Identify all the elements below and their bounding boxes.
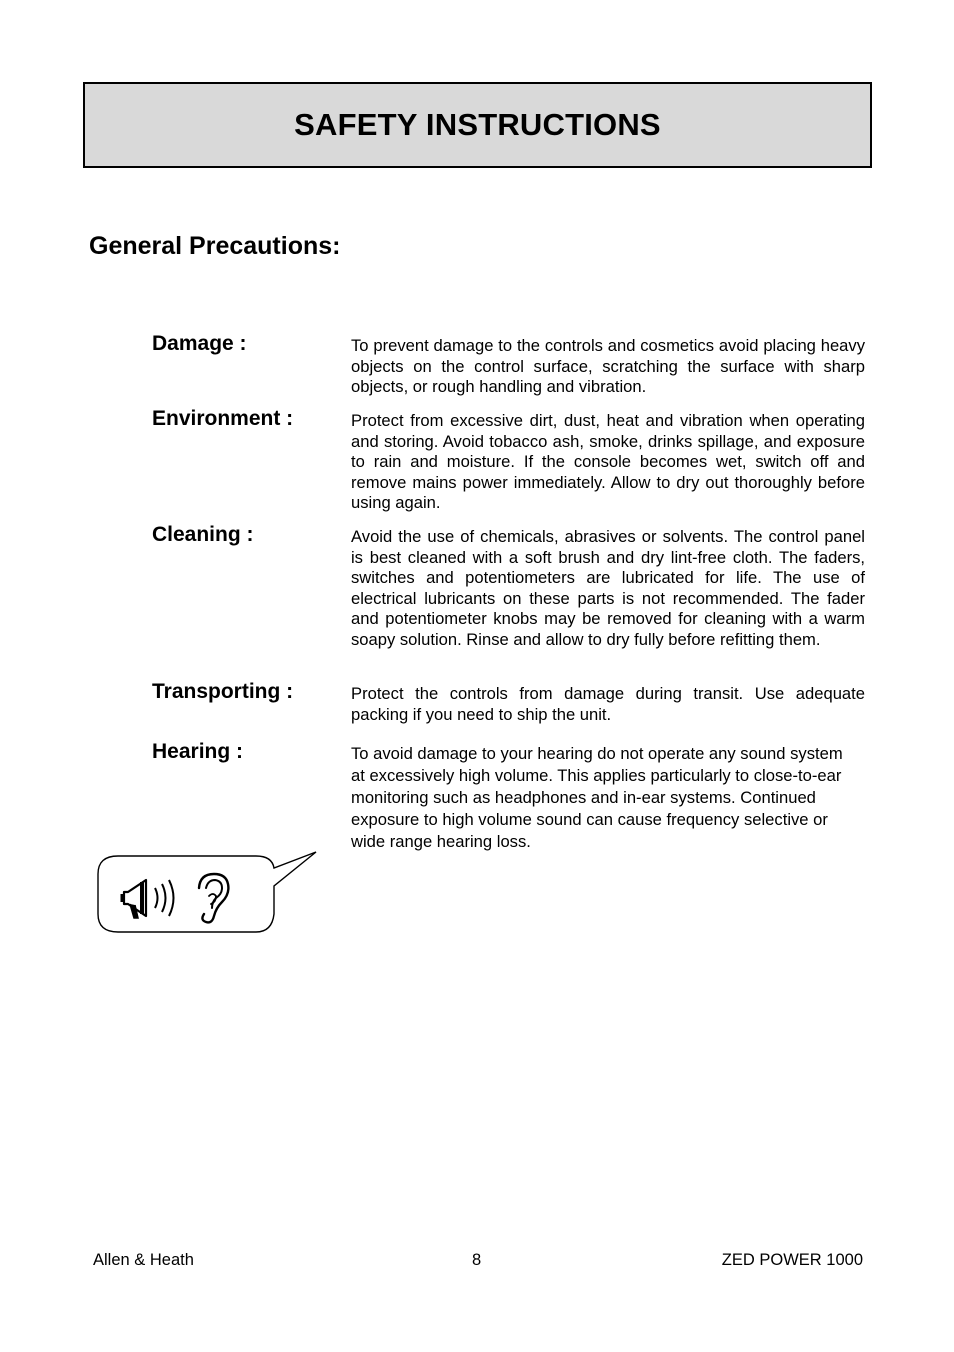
transporting-label: Transporting : [152,680,294,703]
megaphone-icon [118,872,188,922]
damage-label: Damage : [152,332,247,355]
footer-company: Allen & Heath [93,1251,194,1269]
hearing-warning-bubble [96,858,272,932]
hearing-text: To avoid damage to your hearing do not operate any sound system at excessively high volume. This applies particularly to close-to-ear monitoring such as headphones and in-ear systems. Continued exposure to high volume sound can cause frequency selective or wide range hearing loss. [351,744,843,851]
cleaning-label: Cleaning : [152,523,254,546]
ear-icon [194,870,234,926]
section-heading: General Precautions: [89,232,341,260]
transporting-text: Protect the controls from damage during transit. Use adequate packing if you need to ship the unit. [351,684,865,724]
environment-text: Protect from excessive dirt, dust, heat and vibration when operating and storing. Avoid tobacco ash, smoke, drinks spillage, and exposure to rain and moisture. If the console becomes wet, switch off and remove mains power immediately. Allow to dry out thoroughly before using again. [351,411,865,512]
footer-product: ZED POWER 1000 [721,1251,863,1269]
environment-label: Environment : [152,407,294,430]
page-title: SAFETY INSTRUCTIONS [294,107,661,142]
hearing-label: Hearing : [152,740,244,763]
title-box [83,82,872,168]
cleaning-text: Avoid the use of chemicals, abrasives or solvents. The control panel is best cleaned with a soft brush and dry lint-free cloth. The faders, switches and potentiometers are lubricated for life. The use of electrical lubricants on these parts is not recommended. The fader and potentiometer knobs may be removed for cleaning with a warm soapy solution. Rinse and allow to dry fully before refitting them. [351,527,865,649]
damage-text: To prevent damage to the controls and cosmetics avoid placing heavy objects on the control surface, scratching the surface with sharp objects, or rough handling and vibration. [351,336,865,396]
footer-page-number: 8 [472,1251,482,1269]
